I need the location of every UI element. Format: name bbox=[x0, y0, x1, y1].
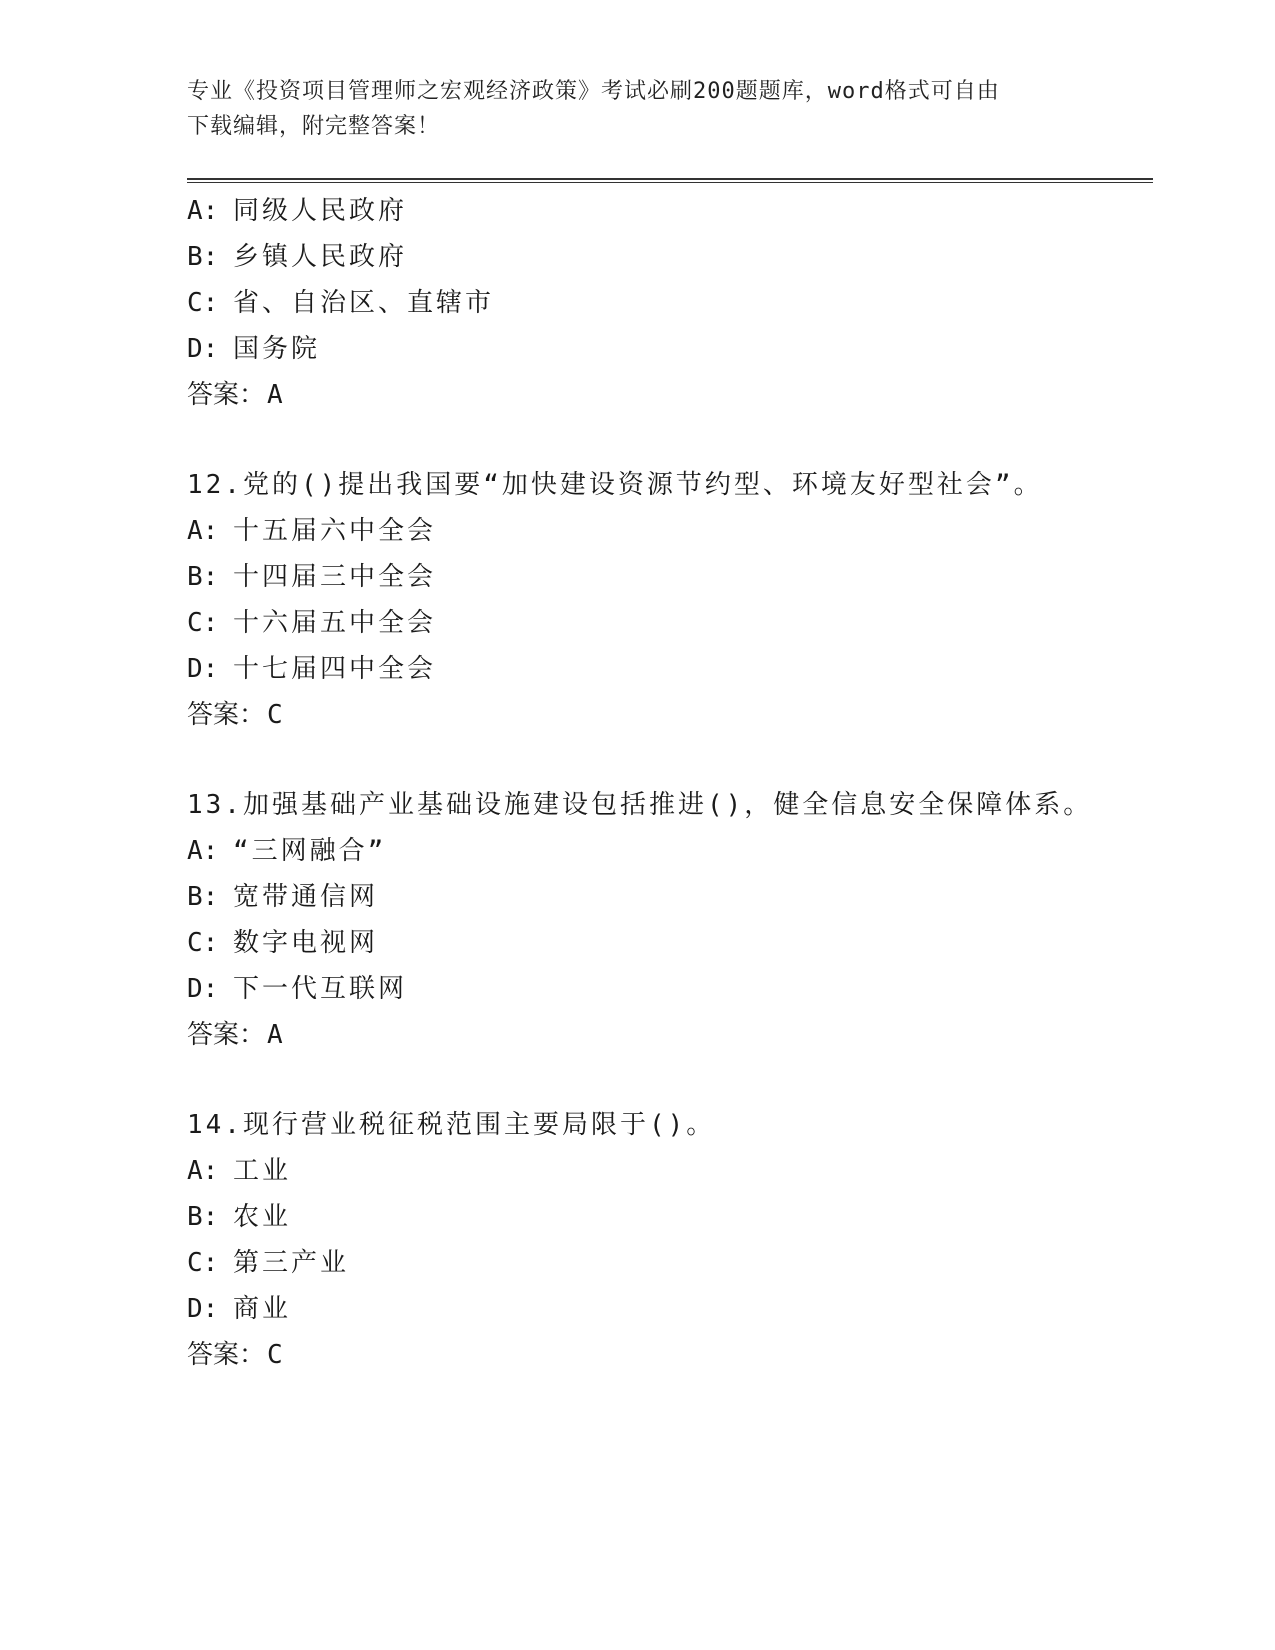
answer-label: 答案： bbox=[187, 1020, 266, 1050]
option-text: 十五届六中全会 bbox=[233, 516, 437, 546]
option-letter: D: bbox=[187, 654, 219, 684]
question-block bbox=[187, 188, 1147, 418]
option-letter: B: bbox=[187, 562, 219, 592]
answer-line bbox=[187, 1332, 1147, 1378]
option-d bbox=[187, 1286, 1147, 1332]
option-letter: C: bbox=[187, 288, 219, 318]
option-letter: A: bbox=[187, 516, 219, 546]
option-text: 十七届四中全会 bbox=[233, 654, 437, 684]
option-letter: C: bbox=[187, 608, 219, 638]
option-text: 下一代互联网 bbox=[233, 974, 408, 1004]
option-text: 第三产业 bbox=[233, 1248, 350, 1278]
answer-line bbox=[187, 692, 1147, 738]
option-text: 农业 bbox=[233, 1202, 292, 1232]
answer-value: C bbox=[267, 1340, 283, 1370]
header-line-2: 下载编辑，附完整答案！ bbox=[187, 114, 441, 139]
option-letter: B: bbox=[187, 242, 219, 272]
option-c bbox=[187, 600, 1147, 646]
question-text: 13.加强基础产业基础设施建设包括推进()，健全信息安全保障体系。 bbox=[187, 790, 1093, 820]
option-text: 工业 bbox=[233, 1156, 292, 1186]
option-letter: C: bbox=[187, 1248, 219, 1278]
option-text: 宽带通信网 bbox=[233, 882, 379, 912]
option-text: 乡镇人民政府 bbox=[233, 242, 408, 272]
answer-value: C bbox=[267, 700, 283, 730]
option-text: 国务院 bbox=[233, 334, 321, 364]
option-text: 十四届三中全会 bbox=[233, 562, 437, 592]
header-line-1: 专业《投资项目管理师之宏观经济政策》考试必刷200题题库，word格式可自由 bbox=[187, 79, 1000, 104]
option-d bbox=[187, 646, 1147, 692]
option-b bbox=[187, 874, 1147, 920]
option-letter: C: bbox=[187, 928, 219, 958]
option-letter: D: bbox=[187, 1294, 219, 1324]
option-text: 同级人民政府 bbox=[233, 196, 408, 226]
answer-line bbox=[187, 1012, 1147, 1058]
option-a bbox=[187, 1148, 1147, 1194]
question-block bbox=[187, 462, 1147, 738]
option-text: 数字电视网 bbox=[233, 928, 379, 958]
answer-label: 答案： bbox=[187, 1340, 266, 1370]
option-letter: D: bbox=[187, 974, 219, 1004]
document-header bbox=[187, 74, 1067, 144]
option-d bbox=[187, 326, 1147, 372]
option-a bbox=[187, 508, 1147, 554]
option-b bbox=[187, 554, 1147, 600]
option-c bbox=[187, 920, 1147, 966]
option-letter: B: bbox=[187, 1202, 219, 1232]
answer-value: A bbox=[267, 1020, 283, 1050]
option-a bbox=[187, 188, 1147, 234]
option-text: 省、自治区、直辖市 bbox=[233, 288, 495, 318]
question-list bbox=[187, 188, 1147, 1378]
option-letter: A: bbox=[187, 196, 219, 226]
question-text: 12.党的()提出我国要“加快建设资源节约型、环境友好型社会”。 bbox=[187, 470, 1043, 500]
option-a bbox=[187, 828, 1147, 874]
option-b bbox=[187, 234, 1147, 280]
option-text: 十六届五中全会 bbox=[233, 608, 437, 638]
option-letter: A: bbox=[187, 836, 219, 866]
option-text: “三网融合” bbox=[233, 836, 387, 866]
option-d bbox=[187, 966, 1147, 1012]
answer-label: 答案： bbox=[187, 380, 266, 410]
option-letter: D: bbox=[187, 334, 219, 364]
option-c bbox=[187, 1240, 1147, 1286]
option-letter: A: bbox=[187, 1156, 219, 1186]
option-c bbox=[187, 280, 1147, 326]
answer-label: 答案： bbox=[187, 700, 266, 730]
answer-line bbox=[187, 372, 1147, 418]
question-block bbox=[187, 782, 1147, 1058]
question-text: 14.现行营业税征税范围主要局限于()。 bbox=[187, 1110, 716, 1140]
option-letter: B: bbox=[187, 882, 219, 912]
answer-value: A bbox=[267, 380, 283, 410]
header-divider bbox=[187, 178, 1153, 183]
option-text: 商业 bbox=[233, 1294, 292, 1324]
question-block bbox=[187, 1102, 1147, 1378]
option-b bbox=[187, 1194, 1147, 1240]
